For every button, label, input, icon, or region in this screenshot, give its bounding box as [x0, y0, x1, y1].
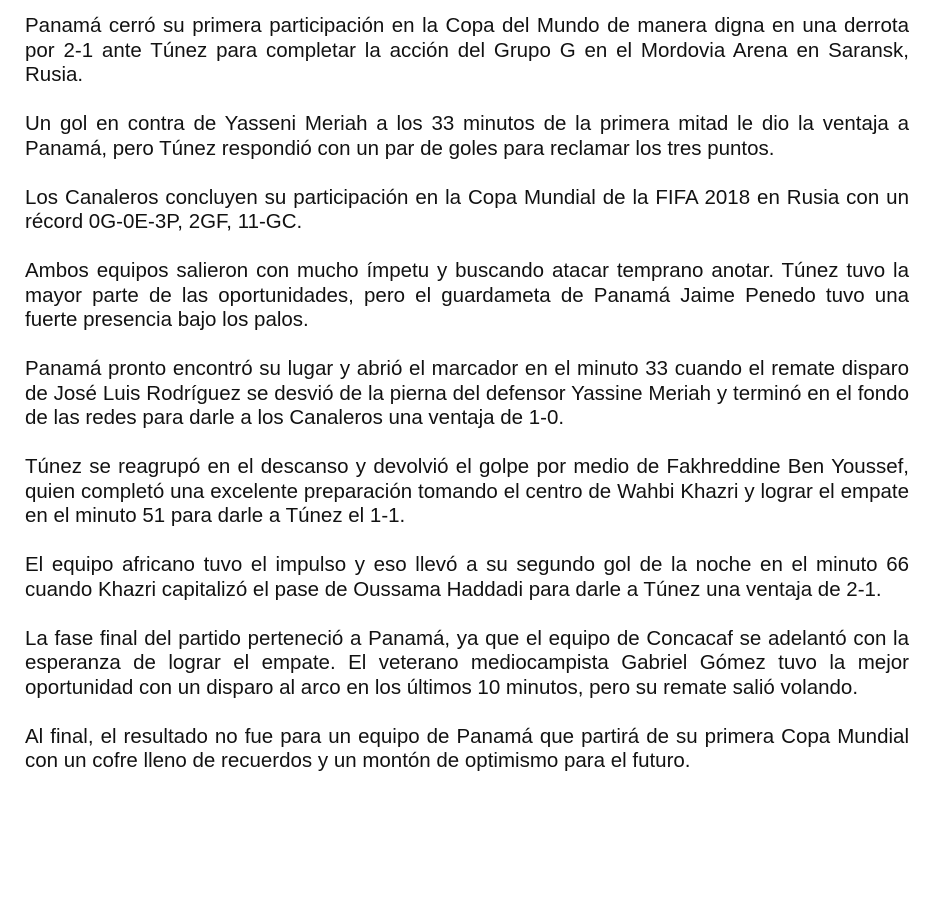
paragraph-6: Túnez se reagrupó en el descanso y devolvió el golpe por medio de Fakhreddine Ben Youssef, quien completó una excelente preparación tomando el centro de Wahbi Khazri y lograr el empate en el minuto 51 para darle a Túnez el 1-1.	[25, 455, 909, 527]
paragraph-4: Ambos equipos salieron con mucho ímpetu y buscando atacar temprano anotar. Túnez tuvo la mayor parte de las oportunidades, pero el guardameta de Panamá Jaime Penedo tuvo una fuerte presencia bajo los palos.	[25, 259, 909, 331]
paragraph-2: Un gol en contra de Yasseni Meriah a los 33 minutos de la primera mitad le dio la ventaja a Panamá, pero Túnez respondió con un par de goles para reclamar los tres puntos.	[25, 112, 909, 160]
paragraph-1: Panamá cerró su primera participación en la Copa del Mundo de manera digna en una derrota por 2-1 ante Túnez para completar la acción del Grupo G en el Mordovia Arena en Saransk, Rusia.	[25, 14, 909, 86]
paragraph-5: Panamá pronto encontró su lugar y abrió el marcador en el minuto 33 cuando el remate disparo de José Luis Rodríguez se desvió de la pierna del defensor Yassine Meriah y terminó en el fondo de las redes para darle a los Canaleros una ventaja de 1-0.	[25, 357, 909, 429]
paragraph-3: Los Canaleros concluyen su participación en la Copa Mundial de la FIFA 2018 en Rusia con un récord 0G-0E-3P, 2GF, 11-GC.	[25, 185, 909, 233]
paragraph-9: Al final, el resultado no fue para un equipo de Panamá que partirá de su primera Copa Mundial con un cofre lleno de recuerdos y un montón de optimismo para el futuro.	[25, 724, 909, 772]
paragraph-7: El equipo africano tuvo el impulso y eso llevó a su segundo gol de la noche en el minuto 66 cuando Khazri capitalizó el pase de Oussama Haddadi para darle a Túnez una ventaja de 2-1.	[25, 553, 909, 601]
article-body	[25, 14, 909, 774]
paragraph-8: La fase final del partido perteneció a Panamá, ya que el equipo de Concacaf se adelantó con la esperanza de lograr el empate. El veterano mediocampista Gabriel Gómez tuvo la mejor oportunidad con un disparo al arco en los últimos 10 minutos, pero su remate salió volando.	[25, 626, 909, 699]
